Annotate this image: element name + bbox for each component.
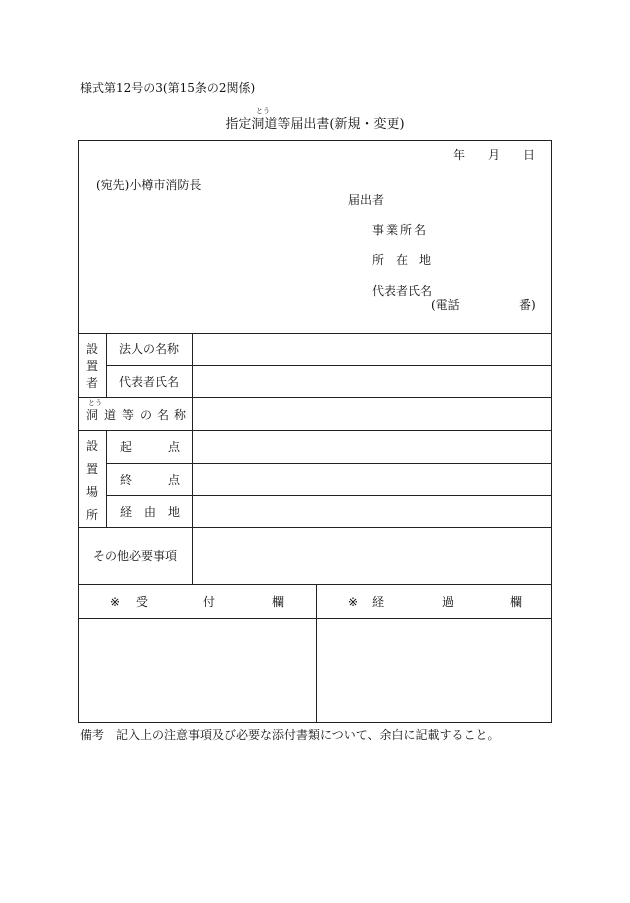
via-label-3: 地 [168,505,181,519]
month-label: 月 [488,148,501,162]
representative-label: 代表者氏名 [372,284,433,298]
receipt-label-2: 付 [203,595,216,609]
via-label-1: 経 [120,505,133,519]
notifier-label: 届出者 [348,193,385,207]
phone-close: 番) [519,298,536,312]
installer-label-1: 設 [85,342,98,356]
location-label-3: 地 [419,253,432,267]
location-label-1: 所 [372,253,385,267]
rep-name-label: 代表者氏名 [119,375,180,389]
receipt-mark: ※ [110,595,121,609]
other-label: その他必要事項 [93,549,178,563]
remarks: 備考 記入上の注意事項及び必要な添付書類について、余白に記載すること。 [80,728,500,742]
progress-label-2: 過 [442,595,455,609]
title-ruby: とう [256,107,270,115]
via-label-2: 由 [144,505,157,519]
place-label-4: 所 [85,508,98,522]
document-title: 指定洞道等届出書(新規・変更) [225,117,405,132]
tunnel-label-5: 名 [157,408,170,422]
installer-label-2: 置 [85,359,98,373]
start-label-1: 起 [120,440,133,454]
tunnel-label-6: 称 [174,408,187,422]
location-label-2: 在 [396,253,409,267]
progress-mark: ※ [348,595,359,609]
start-label-2: 点 [168,440,181,454]
tunnel-label-4: の [140,408,153,422]
place-label-3: 場 [85,485,98,499]
progress-label-3: 欄 [510,595,523,609]
form-number: 様式第12号の3(第15条の2関係) [80,81,256,95]
tunnel-ruby: とう [88,399,102,407]
end-label-2: 点 [168,473,181,487]
place-label-1: 設 [85,439,98,453]
tunnel-label-2: 道 [104,408,117,422]
corp-name-label: 法人の名称 [119,342,180,356]
year-label: 年 [453,148,466,162]
place-label-2: 置 [85,462,98,476]
day-label: 日 [523,148,536,162]
receipt-label-1: 受 [136,595,149,609]
addressee: (宛先)小樽市消防長 [96,178,202,192]
phone-open: (電話 [431,298,460,312]
installer-label-3: 者 [85,376,98,390]
progress-label-1: 経 [372,595,385,609]
end-label-1: 終 [120,473,133,487]
tunnel-label-3: 等 [122,408,135,422]
tunnel-label-1: 洞 [86,408,99,422]
receipt-label-3: 欄 [272,595,285,609]
office-name-label: 事業所名 [372,223,429,237]
